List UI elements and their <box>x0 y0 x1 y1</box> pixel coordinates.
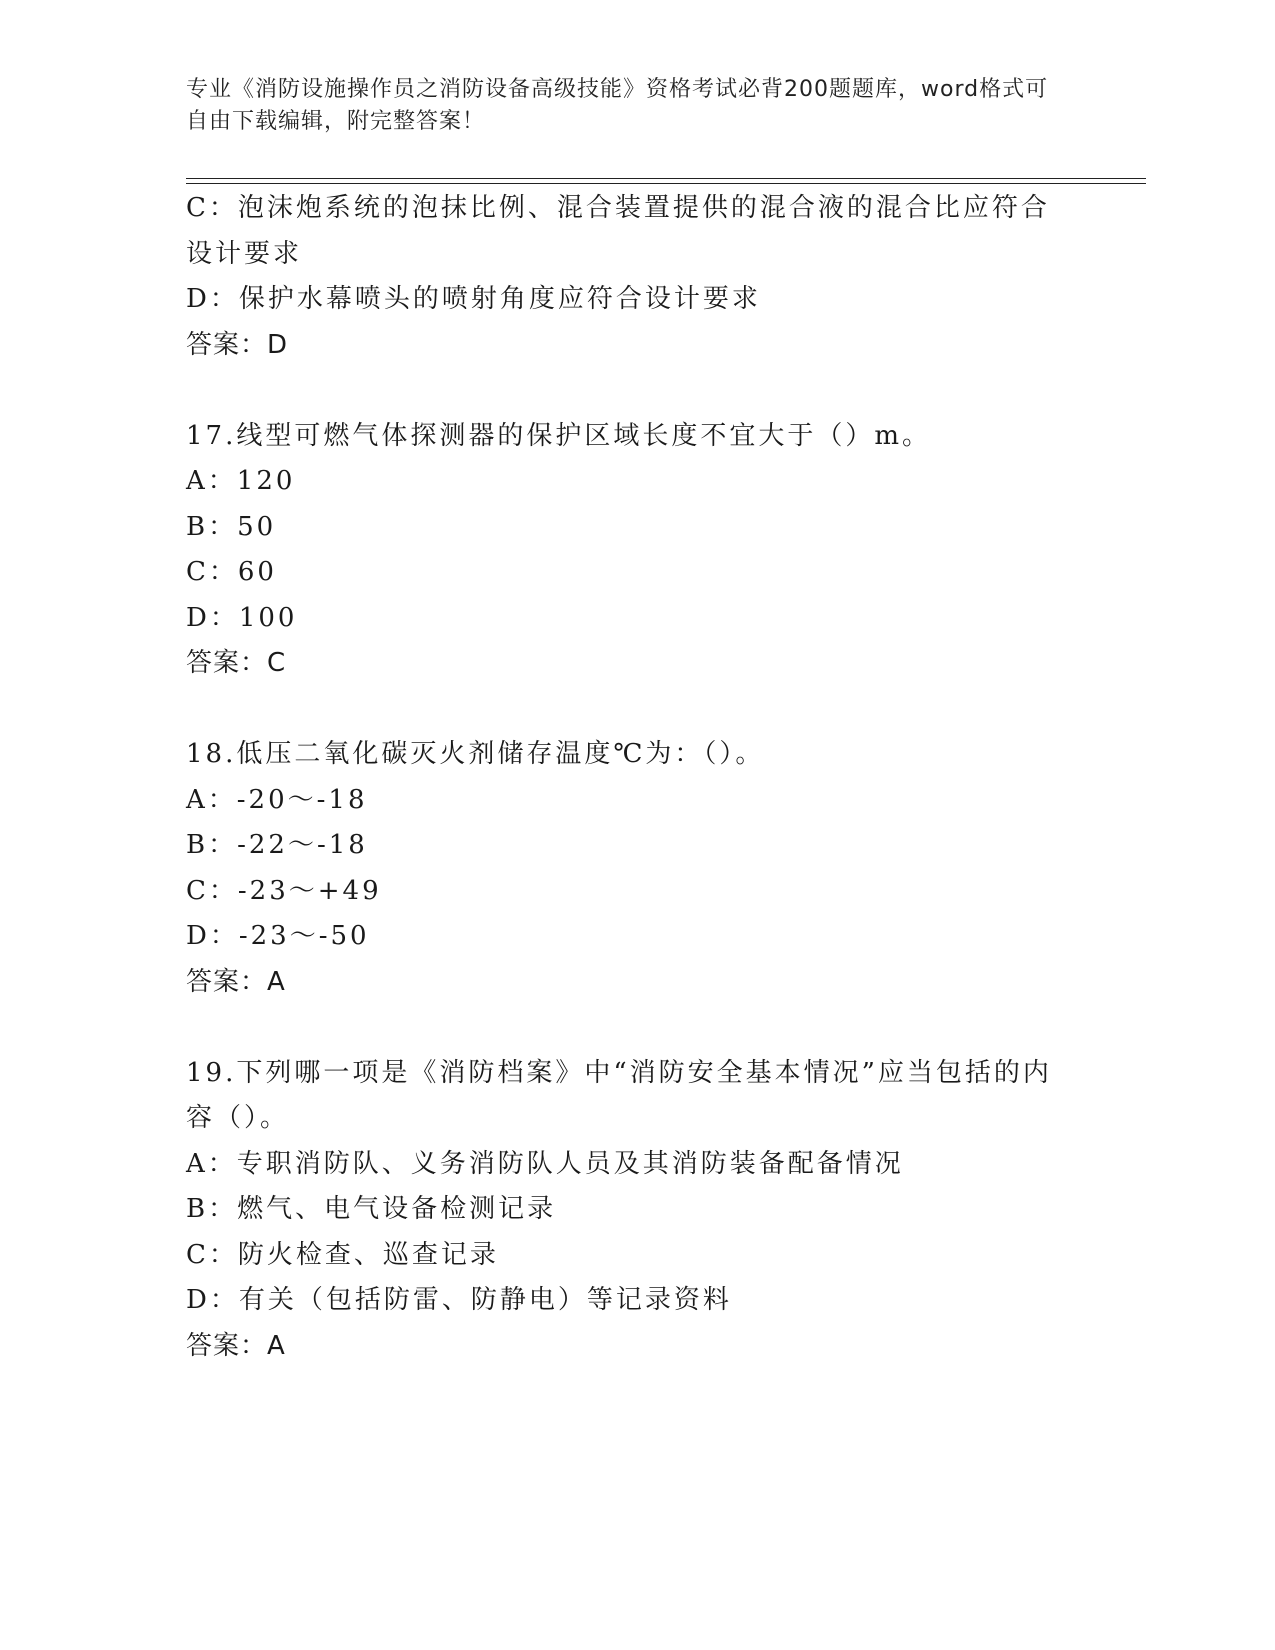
option-a: A：-20～-18 <box>186 784 368 815</box>
option-d: D：保护水幕喷头的喷射角度应符合设计要求 <box>186 284 761 314</box>
answer-line: 答案：A <box>186 966 286 997</box>
document-header: 专业《消防设施操作员之消防设备高级技能》资格考试必背200题题库，word格式可自由下载编辑，附完整答案！ <box>186 77 1049 134</box>
question-spacer <box>186 368 1066 414</box>
option-c: C：防火检查、巡查记录 <box>186 1239 499 1270</box>
question-spacer <box>186 1005 1066 1051</box>
answer-line: 答案：C <box>186 648 287 678</box>
document-body <box>186 186 1066 1369</box>
option-a: A：专职消防队、义务消防队人员及其消防装备配备情况 <box>186 1148 904 1179</box>
option-b: B：50 <box>186 511 277 542</box>
option-c: C：泡沫炮系统的泡抹比例、混合装置提供的混合液的混合比应符合设计要求 <box>186 193 1050 269</box>
carryover-question <box>186 186 1066 368</box>
option-d: D：-23～-50 <box>186 921 370 951</box>
option-d: D：100 <box>186 602 298 633</box>
question-text: 19.下列哪一项是《消防档案》中“消防安全基本情况”应当包括的内容（）。 <box>186 1057 1052 1133</box>
question-text: 17.线型可燃气体探测器的保护区域长度不宜大于（）m。 <box>186 420 932 451</box>
header-rule-bottom <box>186 183 1146 184</box>
option-b: B：燃气、电气设备检测记录 <box>186 1194 557 1224</box>
option-c: C：-23～+49 <box>186 875 382 906</box>
question-18 <box>186 732 1066 1005</box>
question-text: 18.低压二氧化碳灭火剂储存温度℃为：（）。 <box>186 739 765 769</box>
answer-line: 答案：D <box>186 329 289 360</box>
answer-line: 答案：A <box>186 1330 286 1361</box>
question-17 <box>186 414 1066 687</box>
option-d: D：有关（包括防雷、防静电）等记录资料 <box>186 1285 732 1315</box>
option-a: A：120 <box>186 466 296 496</box>
question-19 <box>186 1051 1066 1370</box>
header-rule-top <box>186 178 1146 179</box>
question-spacer <box>186 687 1066 733</box>
option-c: C：60 <box>186 557 277 587</box>
option-b: B：-22～-18 <box>186 830 368 860</box>
